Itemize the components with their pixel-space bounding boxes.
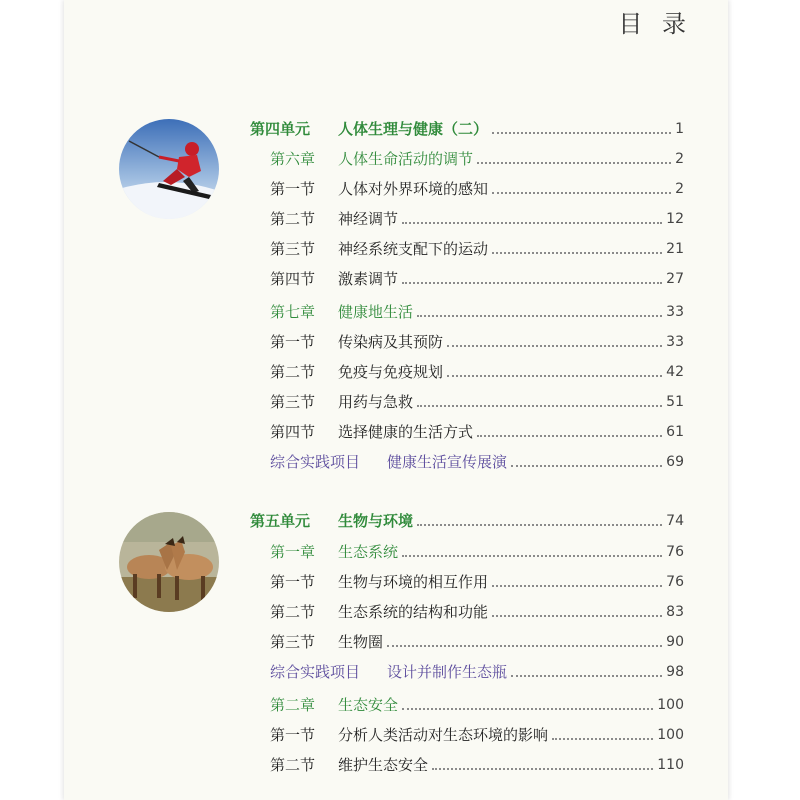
toc-dot-leader: [402, 708, 653, 710]
toc-section-entry[interactable]: [0, 420, 800, 444]
toc-entry-title: 神经系统支配下的运动: [338, 240, 489, 258]
toc-entry-page-number: 100: [657, 697, 684, 713]
toc-entry-label: 第五单元: [250, 512, 311, 530]
toc-section-entry[interactable]: [0, 570, 800, 594]
toc-dot-leader: [492, 615, 662, 617]
toc-entry-page-number: 33: [666, 304, 684, 320]
toc-entry-label: 第二节: [270, 210, 316, 228]
toc-entry-title: 生物圈: [338, 633, 384, 651]
toc-dot-leader: [447, 375, 662, 377]
toc-entry-label: 第二节: [270, 603, 316, 621]
toc-entry-page-number: 76: [666, 574, 684, 590]
toc-dot-leader: [417, 315, 662, 317]
toc-entry-page-number: 69: [666, 454, 684, 470]
toc-entry-page-number: 33: [666, 334, 684, 350]
toc-entry-title: 人体生命活动的调节: [338, 150, 474, 168]
toc-entry-title: 生物与环境的相互作用: [338, 573, 489, 591]
toc-section-entry[interactable]: [0, 207, 800, 231]
toc-entry-label: 第一章: [270, 543, 316, 561]
toc-entry-title: 免疫与免疫规划: [338, 363, 444, 381]
toc-dot-leader: [511, 675, 662, 677]
toc-entry-page-number: 42: [666, 364, 684, 380]
toc-project-entry[interactable]: [0, 660, 800, 684]
toc-section-entry[interactable]: [0, 600, 800, 624]
toc-entry-title: 分析人类活动对生态环境的影响: [338, 726, 549, 744]
toc-entry-page-number: 110: [657, 757, 684, 773]
toc-dot-leader: [492, 192, 671, 194]
page-title: 目 录: [618, 10, 692, 38]
toc-entry-page-number: 100: [657, 727, 684, 743]
toc-chapter-entry[interactable]: [0, 693, 800, 717]
toc-entry-page-number: 61: [666, 424, 684, 440]
toc-dot-leader: [402, 555, 662, 557]
toc-chapter-entry[interactable]: [0, 147, 800, 171]
toc-entry-title: 人体生理与健康（二）: [338, 120, 489, 138]
toc-dot-leader: [447, 345, 662, 347]
toc-entry-label: 第二章: [270, 696, 316, 714]
toc-entry-label: 第四单元: [250, 120, 311, 138]
toc-section-entry[interactable]: [0, 330, 800, 354]
toc-entry-title: 生态安全: [338, 696, 399, 714]
toc-section-entry[interactable]: [0, 630, 800, 654]
toc-section-entry[interactable]: [0, 177, 800, 201]
toc-entry-title: 维护生态安全: [338, 756, 429, 774]
toc-dot-leader: [432, 768, 653, 770]
toc-unit-entry[interactable]: [0, 117, 800, 141]
toc-chapter-entry[interactable]: [0, 540, 800, 564]
toc-entry-page-number: 76: [666, 544, 684, 560]
toc-entry-page-number: 98: [666, 664, 684, 680]
toc-dot-leader: [402, 222, 662, 224]
toc-entry-title: 传染病及其预防: [338, 333, 444, 351]
toc-entry-page-number: 1: [675, 121, 684, 137]
toc-entry-page-number: 2: [675, 151, 684, 167]
toc-entry-label: 第一节: [270, 180, 316, 198]
toc-entry-page-number: 83: [666, 604, 684, 620]
toc-dot-leader: [477, 435, 662, 437]
toc-entry-label: 第三节: [270, 633, 316, 651]
toc-entry-page-number: 12: [666, 211, 684, 227]
toc-entry-title: 生态系统: [338, 543, 399, 561]
toc-entry-title: 激素调节: [338, 270, 399, 288]
toc-entry-page-number: 74: [666, 513, 684, 529]
toc-dot-leader: [492, 585, 662, 587]
toc-entry-label: 第一节: [270, 333, 316, 351]
toc-dot-leader: [477, 162, 671, 164]
toc-entry-title: 选择健康的生活方式: [338, 423, 474, 441]
toc-entry-label: 第七章: [270, 303, 316, 321]
toc-section-entry[interactable]: [0, 390, 800, 414]
toc-entry-label: 第六章: [270, 150, 316, 168]
toc-entry-page-number: 2: [675, 181, 684, 197]
toc-entry-title: 设计并制作生态瓶: [387, 663, 508, 681]
toc-entry-title: 健康地生活: [338, 303, 414, 321]
toc-dot-leader: [417, 524, 662, 526]
toc-entry-title: 生态系统的结构和功能: [338, 603, 489, 621]
toc-section-entry[interactable]: [0, 267, 800, 291]
toc-project-entry[interactable]: [0, 450, 800, 474]
toc-entry-page-number: 51: [666, 394, 684, 410]
toc-dot-leader: [552, 738, 653, 740]
toc-dot-leader: [492, 252, 662, 254]
toc-dot-leader: [402, 282, 662, 284]
toc-entry-label: 第三节: [270, 393, 316, 411]
toc-entry-label: 综合实践项目: [270, 663, 361, 681]
toc-entry-title: 生物与环境: [338, 512, 414, 530]
toc-entry-label: 第二节: [270, 363, 316, 381]
toc-chapter-entry[interactable]: [0, 300, 800, 324]
toc-entry-label: 第四节: [270, 423, 316, 441]
toc-entry-title: 神经调节: [338, 210, 399, 228]
toc-entry-label: 第一节: [270, 573, 316, 591]
toc-section-entry[interactable]: [0, 237, 800, 261]
toc-entry-label: 第四节: [270, 270, 316, 288]
toc-entry-page-number: 90: [666, 634, 684, 650]
toc-entry-page-number: 21: [666, 241, 684, 257]
toc-dot-leader: [511, 465, 662, 467]
toc-dot-leader: [492, 132, 671, 134]
toc-section-entry[interactable]: [0, 360, 800, 384]
toc-unit-entry[interactable]: [0, 509, 800, 533]
toc-entry-title: 用药与急救: [338, 393, 414, 411]
toc-entry-page-number: 27: [666, 271, 684, 287]
toc-dot-leader: [387, 645, 662, 647]
toc-dot-leader: [417, 405, 662, 407]
toc-entry-label: 第一节: [270, 726, 316, 744]
toc-section-entry[interactable]: [0, 753, 800, 777]
toc-entry-title: 人体对外界环境的感知: [338, 180, 489, 198]
toc-section-entry[interactable]: [0, 723, 800, 747]
toc-entry-label: 第二节: [270, 756, 316, 774]
toc-entry-title: 健康生活宣传展演: [387, 453, 508, 471]
toc-entry-label: 第三节: [270, 240, 316, 258]
toc-entry-label: 综合实践项目: [270, 453, 361, 471]
